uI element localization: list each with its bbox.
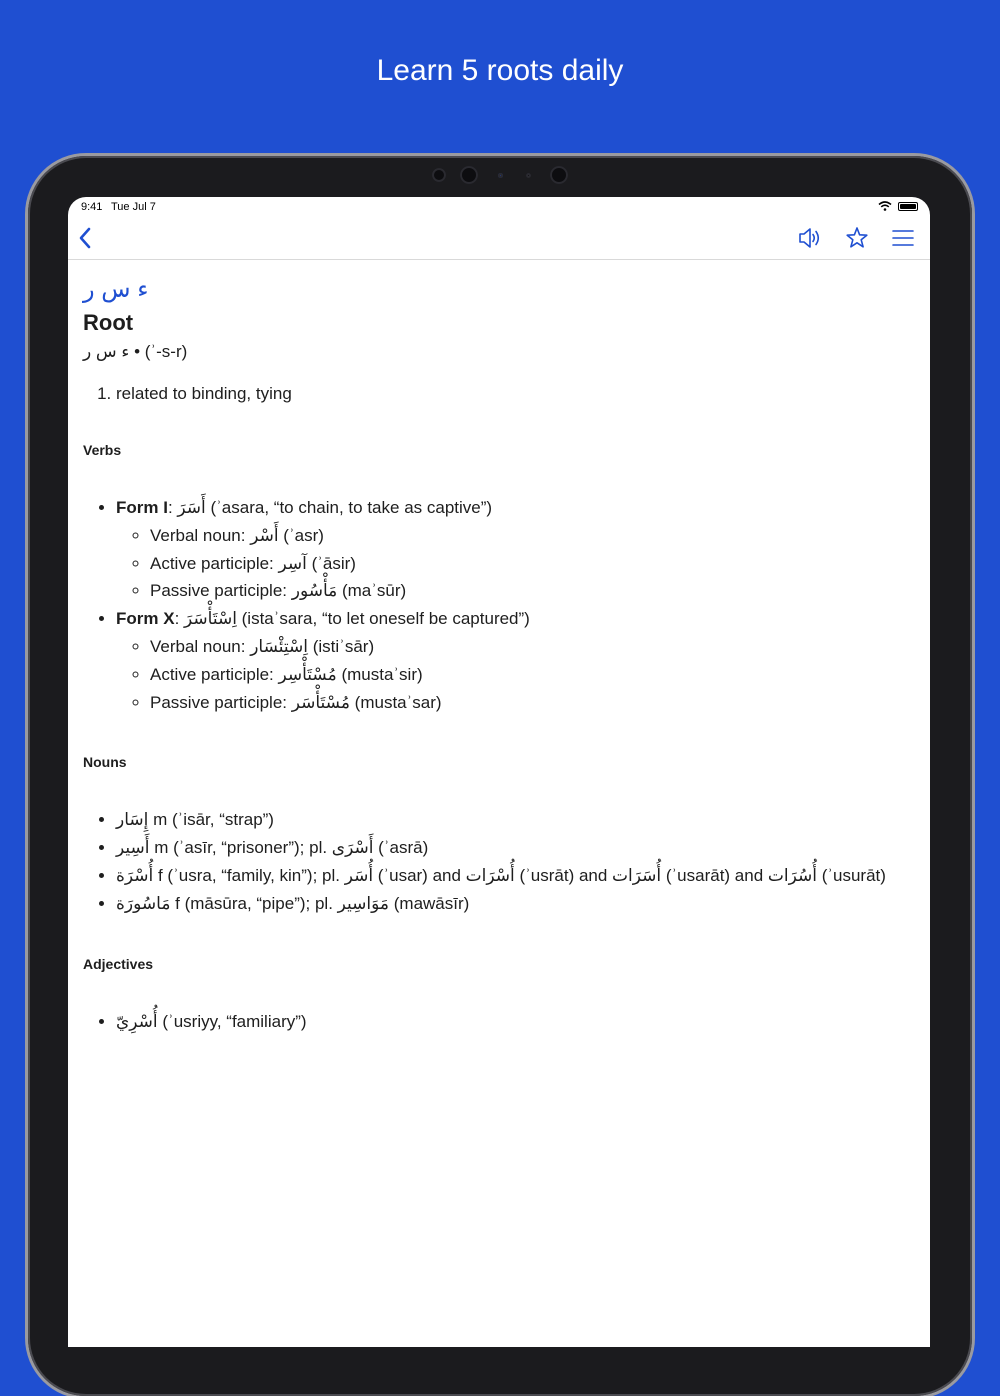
noun-item: • أَسِير m (ʾasīr, “prisoner”); pl. أَسْرَى (ʾasrā): [116, 834, 915, 862]
app-screen: [68, 197, 930, 1347]
derivative-item: ◦ Active participle: آسِر (ʾāsir): [150, 550, 915, 578]
adjective-item: • أُسْرِيّ (ʾusriyy, “familiary”): [116, 1008, 915, 1036]
derivative-item: ◦ Verbal noun: أَسْر (ʾasr): [150, 522, 915, 550]
section-heading-adjectives: Adjectives: [83, 955, 154, 972]
verbs-list: [83, 494, 915, 716]
sensor-dot: [526, 173, 531, 178]
star-icon: [843, 223, 871, 253]
verb-form-label: Form I: [116, 498, 168, 517]
back-button[interactable]: [74, 223, 98, 258]
status-bar: [68, 197, 930, 219]
navigation-bar: [68, 219, 930, 260]
wifi-icon: [878, 201, 892, 211]
noun-item: • أُسْرَة f (ʾusra, “family, kin”); pl. أُسَر (ʾusar) and أُسْرَات (ʾusrāt) and أُسَرَات (ʾusarāt) and أُسُرَات (ʾusurāt): [116, 862, 915, 890]
section-heading-verbs: Verbs: [83, 442, 122, 458]
headword-line: ء س ر • (ʾ-s-r): [83, 342, 188, 361]
front-camera: [460, 166, 478, 184]
derivative-item: ◦ Passive participle: مُسْتَأْسَر (mustaʾsar): [150, 689, 915, 717]
status-icons: [878, 201, 918, 211]
verb-derivatives-list: [116, 522, 915, 605]
speaker-icon: [796, 223, 824, 253]
verb-form-label: Form X: [116, 609, 175, 629]
derivative-item: ◦ Passive participle: مَأْسُور (maʾsūr): [150, 577, 915, 605]
section-heading-nouns: Nouns: [83, 754, 127, 771]
status-time: 9:41: [81, 201, 103, 213]
noun-item: • مَاسُورَة f (māsūra, “pipe”); pl. مَوَاسِير (mawāsīr): [116, 890, 915, 918]
entry-content: [68, 260, 930, 1035]
definitions-list: [83, 384, 915, 404]
favorite-button[interactable]: [843, 223, 871, 258]
banner-caption: Learn 5 roots daily: [376, 54, 624, 87]
adjectives-list: [83, 1008, 915, 1036]
noun-item: • إِسَار m (ʾisār, “strap”): [116, 806, 915, 834]
sensor-dot: [550, 166, 568, 184]
sensor-dot: [498, 173, 503, 178]
pronounce-button[interactable]: [796, 223, 824, 258]
sensor-dot: [432, 168, 446, 182]
status-date: Tue Jul 7: [111, 201, 156, 213]
hamburger-menu-icon: [890, 223, 916, 253]
battery-icon: [898, 202, 918, 211]
derivative-item: ◦ Verbal noun: اِسْتِئْسَار (istiʾsār): [150, 633, 915, 661]
verb-form-text: : اِسْتَأْسَرَ (istaʾsara, “to let oneself be captured”): [174, 609, 530, 629]
verb-form-item: [116, 494, 915, 605]
menu-button[interactable]: [890, 223, 916, 258]
nouns-list: [83, 806, 915, 917]
verb-form-text: : أَسَرَ (ʾasara, “to chain, to take as captive”): [167, 498, 493, 517]
root-arabic-heading: ء س ر: [83, 276, 149, 303]
definition-item: 1. related to binding, tying: [116, 384, 915, 404]
part-of-speech-title: Root: [83, 310, 134, 335]
derivative-item: ◦ Active participle: مُسْتَأْسِر (mustaʾsir): [150, 661, 915, 689]
chevron-left-icon: [74, 223, 98, 253]
verb-form-item: [116, 605, 915, 716]
verb-derivatives-list: [116, 633, 915, 716]
